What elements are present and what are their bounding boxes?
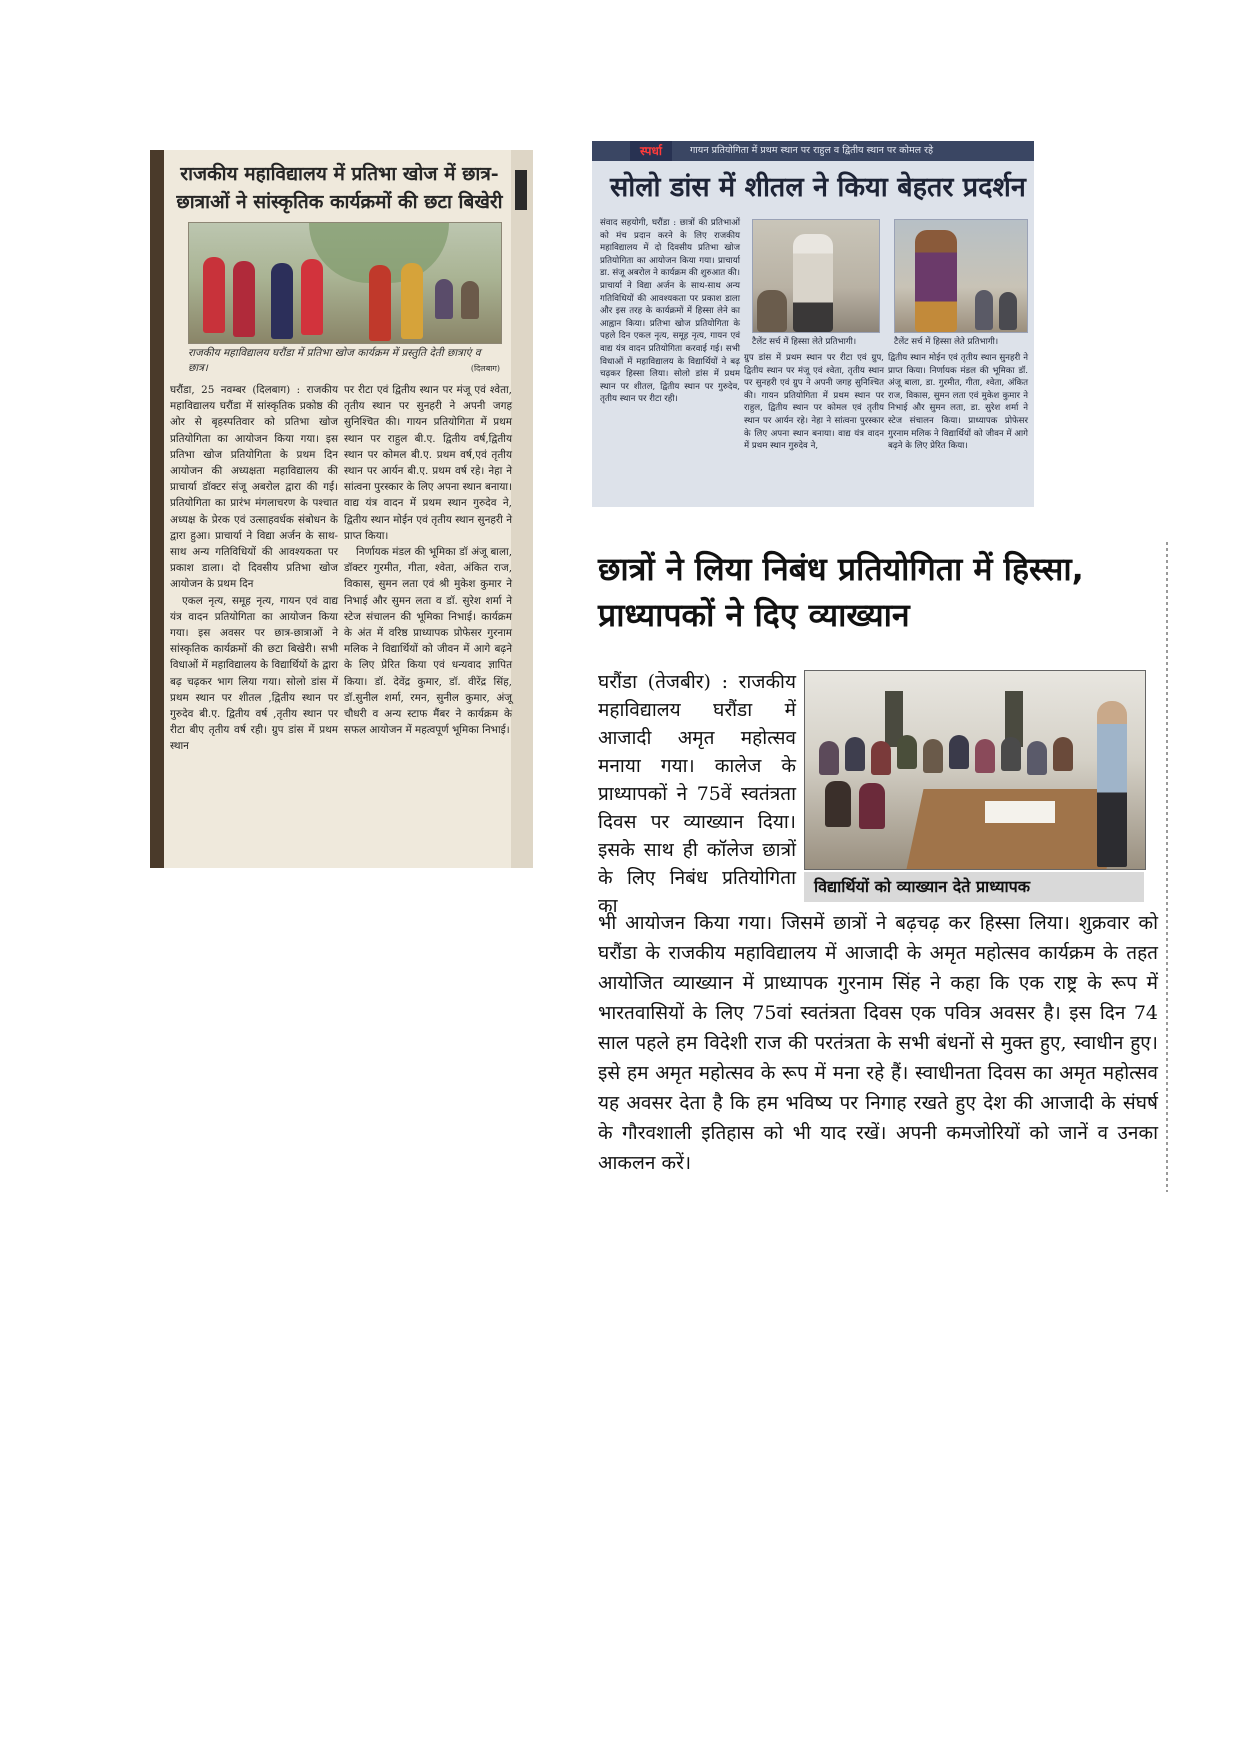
adjacent-article-strip [511,150,533,868]
photo-credit: (दिलबाग) [470,364,500,373]
clipping-headline: छात्रों ने लिया निबंध प्रतियोगिता में हिस्सा, प्राध्यापकों ने दिए व्याख्यान [598,550,1084,634]
newspaper-clipping-solo-dance [592,141,1034,507]
newspaper-clipping-essay-competition [590,542,1170,1192]
article-column-2 [744,352,884,453]
paragraph: संवाद सहयोगी, घरौंडा : छात्रों की प्रतिभाओं को मंच प्रदान करने के लिए राजकीय महाविद्यालय में दो दिवसीय प्रतिभा खोज प्रतियोगिता का आयोजन किया गया। प्राचार्या डा. संजू अबरोल ने कार्यक्रम की शुरुआत की। प्राचार्या ने विद्या अर्जन के साथ-साथ अन्य गतिविधियों की आवश्यकता पर प्रकाश डाला और इस तरह के कार्यक्रमों में हिस्सा लेने का आह्वान किया। प्रतिभा खोज प्रतियोगिता के पहले दिन एकल नृत्य, समूह नृत्य, गायन एवं वाद्य यंत्र वादन प्रतियोगिता करवाई गई। सभी विधाओं में महाविद्यालय के विद्यार्थियों ने बढ़ चढ़कर हिस्सा लिया। सोलो डांस में प्रथम स्थान पर शीतल, द्वितीय स्थान पर गुरुदेव, तृतीय स्थान पर रीटा रही। [600,218,740,405]
article-body: भी आयोजन किया गया। जिसमें छात्रों ने बढ़चढ़ कर हिस्सा लिया। शुक्रवार को घरौंडा के राजकीय महाविद्यालय में आजादी के अमृत महोत्सव कार्यक्रम के तहत आयोजित व्याख्यान में प्राध्यापक गुरनाम सिंह ने कहा कि एक राष्ट्र के रूप में भारतवासियों के लिए 75वां स्वतंत्रता दिवस एक पवित्र अवसर है। इस दिन 74 साल पहले हम विदेशी राज की परतंत्रता के सभी बंधनों से मुक्त हुए, स्वाधीन हुए। इसे हम अमृत महोत्सव के रूप में मना रहे हैं। स्वाधीनता दिवस का अमृत महोत्सव यह अवसर देता है कि हम भविष्य पर निगाह रखते हुए देश की आजादी के संघर्ष के गौरवशाली इतिहास को भी याद रखें। अपनी कमजोरियों को जानें व उनका आकलन करें। [598,912,1158,1174]
photo-caption [188,346,500,376]
ticker-text: गायन प्रतियोगिता में प्रथम स्थान पर राहुल व द्वितीय स्थान पर कोमल रहे [690,145,934,156]
dotted-column-rule [1166,542,1168,1192]
paragraph: निर्णायक मंडल की भूमिका डॉ अंजू बाला, डॉक्टर गुरमीत, गीता, श्वेता, अंकित राज, विकास, सुमन लता एवं श्री मुकेश कुमार ने निभाई और सुमन लता व डॉ. सुरेश शर्मा ने स्टेज संचालन की भूमिका निभाई। कार्यक्रम के अंत में वरिष्ठ प्राध्यापक प्रोफेसर गुरनाम मलिक ने विद्यार्थियों को जीवन में आगे बढ़ने के लिए प्रेरित किया एवं धन्यवाद ज्ञापित किया। डॉ. देवेंद्र कुमार, डॉ. वीरेंद्र सिंह, डॉ.सुनील शर्मा, रमन, सुनील कुमार, अंजू चौधरी व अन्य स्टाफ मैंबर ने कार्यक्रम के सफल आयोजन में महत्वपूर्ण भूमिका निभाई। [344,546,512,737]
clipping-headline: सोलो डांस में शीतल ने किया बेहतर प्रदर्शन [610,172,1026,203]
article-column-2 [344,382,512,738]
section-tag: स्पर्धा [630,141,672,161]
paragraph: ग्रुप डांस में प्रथम स्थान पर रीटा एवं ग्रुप, द्वितीय स्थान पर मंजू एवं श्वेता, तृतीय स्थान पर सुनहरी एवं ग्रुप ने अपनी जगह सुनिश्चित की। गायन प्रतियोगिता में प्रथम स्थान पर राहुल, द्वितीय स्थान पर कोमल एवं तृतीय स्थान पर आर्यन रहे। नेहा ने सांत्वना पुरस्कार के लिए अपना स्थान बनाया। वाद्य यंत्र वादन में प्रथम स्थान गुरुदेव ने, [744,353,884,452]
singer-photo [752,219,880,333]
newspaper-clipping-talent-search [150,150,533,868]
paragraph: एकल नृत्य, समूह नृत्य, गायन एवं वाद्य यंत्र वादन प्रतियोगिता का आयोजन किया गया। इस अवसर पर छात्र-छात्राओं ने सांस्कृतिक कार्यक्रमों की छटा बिखेरी। सभी विधाओं में महाविद्यालय के विद्यार्थियों के द्वारा बढ़ चढ़कर भाग लिया गया। सोलो डांस में प्रथम स्थान पर शीतल ,द्वितीय स्थान पर गुरुदेव बी.ए. द्वितीय वर्ष ,तृतीय स्थान पर रीटा बीए तृतीय वर्ष रही। ग्रुप डांस में प्रथम स्थान [170,594,338,753]
lecture-classroom-photo [804,670,1146,870]
lead-paragraph: घरौंडा (तेजबीर) : राजकीय महाविद्यालय घरौंडा में आजादी अमृत महोत्सव मनाया गया। कालेज के प्राध्यापकों ने 75वें स्वतंत्रता दिवस पर व्याख्यान दिया। इसके साथ ही कॉलेज छात्रों के लिए निबंध प्रतियोगिता का [598,671,796,917]
article-column-1 [170,382,338,755]
article-column-3 [888,352,1028,453]
performer-photo [894,219,1028,333]
paragraph: घरौंडा, 25 नवम्बर (दिलबाग) : राजकीय महाविद्यालय घरौंडा में सांस्कृतिक प्रकोष्ठ की ओर से बृहस्पतिवार को प्रतिभा खोज प्रतियोगिता का आयोजन किया गया। इस प्रतिभा खोज प्रतियोगिता के प्रथम दिन आयोजन की अध्यक्षता महाविद्यालय की प्राचार्या डॉक्टर संजू अबरोल द्वारा की गई। प्रतियोगिता का प्रारंभ मंगलाचरण के पश्चात अध्यक्ष के प्रेरक एवं उत्साहवर्धक संबोधन के द्वारा हुआ। प्राचार्या ने विद्या अर्जन के साथ-साथ अन्य गतिविधियों की आवश्यकता पर प्रकाश डाला। दो दिवसीय प्रतिभा खोज आयोजन के प्रथम दिन [170,384,338,591]
cultural-dance-photo [188,222,502,344]
clipping-headline: राजकीय महाविद्यालय में प्रतिभा खोज में छात्र-छात्राओं ने सांस्कृतिक कार्यक्रमों की छटा बिखेरी [176,163,503,213]
paragraph: पर रीटा एवं द्वितीय स्थान पर मंजू एवं श्वेता, तृतीय स्थान पर सुनहरी ने अपनी जगह सुनिश्चित की। गायन प्रतियोगिता में प्रथम स्थान पर राहुल बी.ए. द्वितीय वर्ष,द्वितीय स्थान पर कोमल बी.ए. प्रथम वर्ष,एवं तृतीय स्थान पर आर्यन बी.ए. प्रथम वर्ष रहे। नेहा ने सांत्वना पुरस्कार के लिए अपना स्थान बनाया। वाद्य यंत्र वादन में प्रथम स्थान गुरुदेव ने, द्वितीय स्थान मोईन एवं तृतीय स्थान सुनहरी ने प्राप्त किया। [344,384,512,542]
article-column-1 [600,217,740,406]
photo-caption: टैलेंट सर्च में हिस्सा लेते प्रतिभागी। [752,337,857,347]
paragraph: द्वितीय स्थान मोईन एवं तृतीय स्थान सुनहरी ने प्राप्त किया। निर्णायक मंडल की भूमिका डॉ. अंजू बाला, डा. गुरमीत, गीता, श्वेता, अंकित राज, विकास, सुमन लता एवं मुकेश कुमार ने निभाई और सुमन लता, डा. सुरेश शर्मा ने स्टेज संचालन किया। प्राध्यापक प्रोफेसर गुरनाम मलिक ने विद्यार्थियों को जीवन में आगे बढ़ने के लिए प्रेरित किया। [888,353,1028,452]
clipping-shadow-edge [150,150,164,868]
caption-text: राजकीय महाविद्यालय घरौंडा में प्रतिभा खोज कार्यक्रम में प्रस्तुति देती छात्राएं व छात्र। [188,347,481,374]
photo-caption: टैलेंट सर्च में हिस्सा लेते प्रतिभागी। [894,337,999,347]
photo-caption: विद्यार्थियों को व्याख्यान देते प्राध्यापक [804,872,1144,902]
